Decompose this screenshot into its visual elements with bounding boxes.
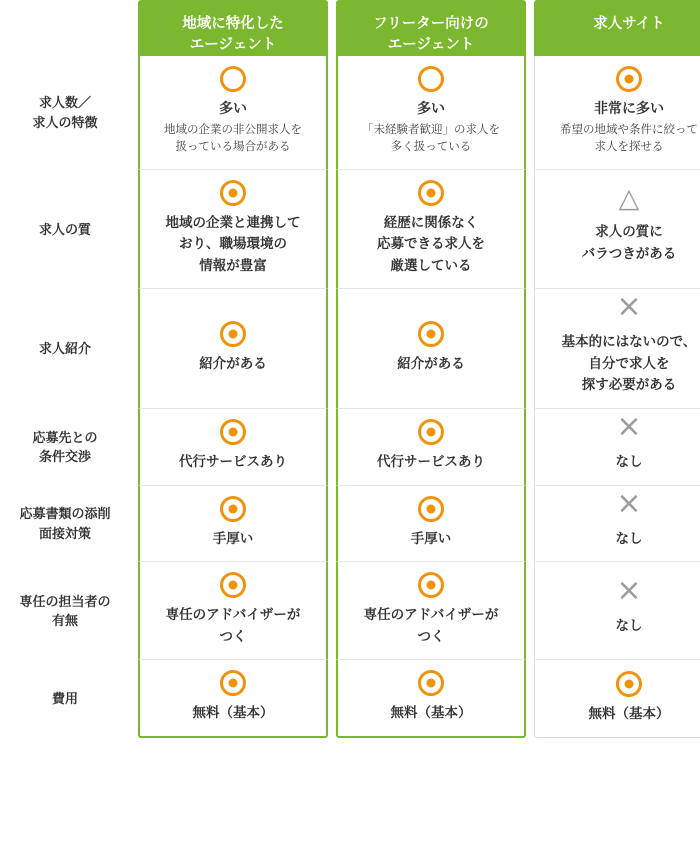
cell-r1c3	[534, 56, 700, 170]
cell-r1c2	[336, 56, 526, 170]
triangle-icon	[615, 191, 643, 215]
row-label-job-quality: 求人の質	[0, 170, 130, 290]
cell-r2c1	[138, 170, 328, 290]
column-gap	[526, 486, 534, 563]
column-gap	[328, 289, 336, 409]
cell-r6c1	[138, 562, 328, 660]
cell-body: 無料（基本）	[390, 705, 472, 721]
cell-title: 非常に多い	[594, 100, 664, 116]
cell-body: 基本的にはないので、 自分で求人を 探す必要がある	[561, 334, 697, 393]
column-gap	[328, 0, 336, 56]
column-gap	[526, 56, 534, 170]
table-corner-cell	[0, 0, 130, 56]
table-row	[0, 562, 700, 660]
double-circle-icon	[418, 670, 444, 696]
column-gap	[130, 409, 138, 486]
column-gap	[130, 562, 138, 660]
cell-body: 代行サービスあり	[377, 454, 485, 470]
circle-icon	[418, 66, 444, 92]
column-gap	[130, 486, 138, 563]
column-header-freeter-agent-label: フリーター向けの エージェント	[336, 0, 526, 56]
cell-r3c2	[336, 289, 526, 409]
column-gap	[130, 170, 138, 290]
cell-r4c3	[534, 409, 700, 486]
column-gap	[130, 0, 138, 56]
table-row	[0, 660, 700, 738]
row-label-cost: 費用	[0, 660, 130, 738]
cell-body: 求人の質に バラつきがある	[581, 224, 677, 261]
cell-body: 手厚い	[212, 530, 254, 546]
column-gap	[328, 660, 336, 738]
column-header-local-agent-label: 地域に特化した エージェント	[138, 0, 328, 56]
cell-body: なし	[615, 530, 643, 546]
table-body	[0, 56, 700, 738]
double-circle-icon	[418, 180, 444, 206]
cell-r5c3	[534, 486, 700, 563]
cell-title: 多い	[219, 100, 247, 116]
row-label-dedicated-advisor: 専任の担当者の 有無	[0, 562, 130, 660]
column-gap	[526, 660, 534, 738]
column-gap	[130, 660, 138, 738]
double-circle-icon	[418, 321, 444, 347]
column-gap	[130, 289, 138, 409]
row-label-document-interview-support: 応募書類の添削 面接対策	[0, 486, 130, 563]
double-circle-icon	[616, 671, 642, 697]
cell-r6c2	[336, 562, 526, 660]
table-row	[0, 170, 700, 290]
table-row	[0, 409, 700, 486]
cell-r7c3	[534, 660, 700, 738]
column-header-job-site	[534, 0, 700, 56]
cell-subtext: 希望の地域や条件に絞って 求人を探せる	[560, 124, 698, 154]
cross-icon	[616, 419, 642, 445]
column-header-freeter-agent	[336, 0, 526, 56]
table-row	[0, 289, 700, 409]
double-circle-icon	[220, 496, 246, 522]
cell-r5c1	[138, 486, 328, 563]
double-circle-icon	[616, 66, 642, 92]
row-label-job-referral: 求人紹介	[0, 289, 130, 409]
cell-body: 紹介がある	[397, 355, 465, 371]
cell-r4c2	[336, 409, 526, 486]
cell-subtext: 「未経験者歓迎」の求人を 多く扱っている	[362, 124, 500, 154]
column-gap	[130, 56, 138, 170]
cell-body: 地域の企業と連携して おり、職場環境の 情報が豊富	[165, 214, 301, 273]
cell-r2c2	[336, 170, 526, 290]
column-gap	[328, 486, 336, 563]
cell-r3c1	[138, 289, 328, 409]
double-circle-icon	[220, 572, 246, 598]
column-gap	[526, 562, 534, 660]
cell-r7c2	[336, 660, 526, 738]
cell-body: 無料（基本）	[192, 705, 274, 721]
cell-body: 紹介がある	[199, 355, 267, 371]
cross-icon	[616, 299, 642, 325]
column-header-local-agent	[138, 0, 328, 56]
cell-r4c1	[138, 409, 328, 486]
double-circle-icon	[220, 321, 246, 347]
cross-icon	[616, 496, 642, 522]
column-header-job-site-label: 求人サイト	[534, 0, 700, 56]
cell-r7c1	[138, 660, 328, 738]
cell-r3c3	[534, 289, 700, 409]
column-gap	[526, 289, 534, 409]
cell-body: なし	[615, 618, 643, 634]
table-header	[0, 0, 700, 56]
cell-r5c2	[336, 486, 526, 563]
cell-body: 専任のアドバイザーが つく	[363, 607, 499, 644]
cell-body: 手厚い	[410, 530, 452, 546]
column-gap	[526, 0, 534, 56]
column-gap	[328, 562, 336, 660]
cell-body: 代行サービスあり	[179, 454, 287, 470]
row-label-condition-negotiation: 応募先との 条件交渉	[0, 409, 130, 486]
cell-body: なし	[615, 454, 643, 470]
cell-r2c3	[534, 170, 700, 290]
column-gap	[526, 170, 534, 290]
double-circle-icon	[220, 180, 246, 206]
column-gap	[526, 409, 534, 486]
table-row	[0, 56, 700, 170]
cell-title: 多い	[417, 100, 445, 116]
row-label-job-count: 求人数／ 求人の特徴	[0, 56, 130, 170]
double-circle-icon	[220, 419, 246, 445]
double-circle-icon	[418, 496, 444, 522]
double-circle-icon	[418, 419, 444, 445]
cell-body: 経歴に関係なく 応募できる求人を 厳選している	[377, 214, 485, 273]
circle-icon	[220, 66, 246, 92]
cross-icon	[616, 583, 642, 609]
cell-body: 専任のアドバイザーが つく	[165, 607, 301, 644]
double-circle-icon	[220, 670, 246, 696]
column-gap	[328, 409, 336, 486]
cell-r6c3	[534, 562, 700, 660]
column-gap	[328, 170, 336, 290]
cell-body: 無料（基本）	[588, 705, 670, 721]
cell-subtext: 地域の企業の非公開求人を 扱っている場合がある	[164, 124, 302, 154]
cell-r1c1	[138, 56, 328, 170]
table-row	[0, 486, 700, 563]
double-circle-icon	[418, 572, 444, 598]
column-gap	[328, 56, 336, 170]
